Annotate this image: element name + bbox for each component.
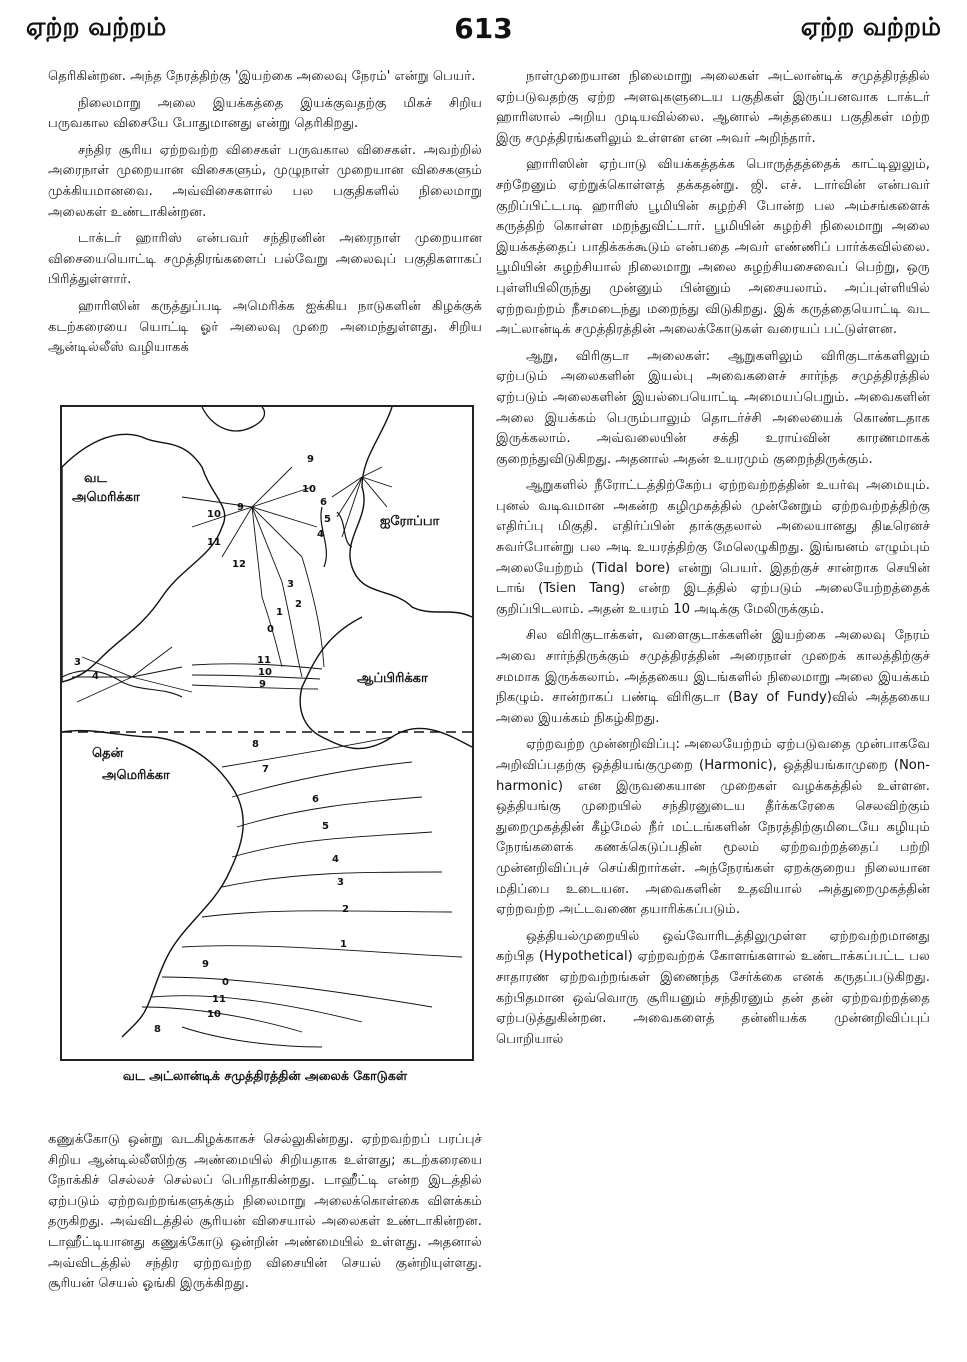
running-head-right: ஏற்ற வற்றம் <box>800 12 941 41</box>
page-header <box>0 12 967 52</box>
label-north-america-2: அமெரிக்கா <box>72 490 140 505</box>
cotidal-number: 6 <box>312 794 319 805</box>
label-africa: ஆப்பிரிக்கா <box>357 671 428 686</box>
cotidal-number: 3 <box>74 657 81 668</box>
cotidal-number: 10 <box>302 484 316 495</box>
cotidal-number: 7 <box>262 764 269 775</box>
label-north-america-1: வட <box>84 471 107 486</box>
atlantic-cotidal-map <box>60 405 474 1061</box>
paragraph: ஹாரிஸின் ஏற்பாடு வியக்கத்தக்க பொருத்தத்தைக் காட்டிலுலும், சற்றேனும் ஏற்றுக்கொள்ளத் தக்கதன்று. ஜி. எச். டார்வின் என்பவர் குறிப்பிட்டபடி ஹாரிஸ் பூமியின் சுழற்சி போன்ற பல அம்சங்களைக் கருத்திற் கொள்ள மறந்துவிட்டார். பூமியின் சுழற்சி நிலைமாறு அலை இயக்கத்தைப் பாதிக்கக்கூடும் என்பதை அவர் எண்ணிப் பார்க்கவில்லை. பூமியின் சுழற்சியால் நிலைமாறு அலை சுழற்சியசைவைப் பெற்று, ஒரு புள்ளியிலிருந்து முன்னும் பின்னும் அசையலாம். அப்புள்ளியில் ஏற்றவற்றம் நீசமடைந்து மறைந்து விடுகிறது. இக் கருத்தையொட்டி வட அட்லான்டிக் சமுத்திரத்தின் அலைக்கோடுகள் வரையப் பட்டுள்ளன. <box>496 157 930 338</box>
label-south-america-1: தென் <box>92 746 124 761</box>
left-column-bottom <box>48 1130 482 1301</box>
right-column <box>496 67 930 1056</box>
cotidal-number: 4 <box>317 529 324 540</box>
cotidal-number: 11 <box>212 994 226 1005</box>
cotidal-number: 5 <box>322 821 329 832</box>
running-head-left: ஏற்ற வற்றம் <box>26 12 167 41</box>
cotidal-number: 11 <box>207 537 221 548</box>
paragraph: கணுக்கோடு ஒன்று வடகிழக்காகச் செல்லுகின்றது. ஏற்றவற்றப் பரப்புச் சிறிய ஆன்டில்லீஸிற்கு அண்மையில் சிறியதாக உள்ளது; கடற்கரையை நோக்கிச் செல்லச் செல்லப் பெரிதாகின்றது. டாஹீட்டி என்ற இடத்தில் ஏற்படும் ஏற்றவற்றங்களுக்கும் நிலைமாறு அலைக்கொள்கை விளக்கம் தருகிறது. அவ்விடத்தில் சூரியன் விசையால் அலைகள் உண்டாகின்றன. டாஹீட்டியானது கணுக்கோடு ஒன்றின் அண்மையில் உள்ளது. அதனால் அவ்விடத்தில் சந்திர ஏற்றவற்ற விசையின் செயல் குன்றியுள்ளது. சூரியன் செயல் ஓங்கி இருக்கிறது. <box>48 1132 482 1292</box>
cotidal-number: 9 <box>259 679 266 690</box>
cotidal-number: 10 <box>258 667 272 678</box>
label-europe: ஐரோப்பா <box>380 514 440 529</box>
cotidal-number: 9 <box>202 959 209 970</box>
map-caption: வட அட்லான்டிக் சமுத்திரத்தின் அலைக் கோடுகள் <box>122 1068 408 1083</box>
cotidal-number: 0 <box>267 624 274 635</box>
cotidal-number: 9 <box>237 502 244 513</box>
cotidal-number: 8 <box>252 739 259 750</box>
cotidal-number: 11 <box>257 655 271 666</box>
paragraph: ஆறுகளில் நீரோட்டத்திற்கேற்ப ஏற்றவற்றத்தின் உயர்வு அமையும். புனல் வடிவமான அகன்ற கழிமுகத்தில் முன்னேறும் ஏற்றவற்றத்திற்கு எதிர்ப்பு மிகுதி. எதிர்ப்பின் தாக்குதலால் அலையானது திடீரெனச் சுவர்போன்று பல அடி உயரத்திற்கு மேலெழுகிறது. இங்ஙனம் எழும்பும் அலையேற்றம் (Tidal bore) என்று பெயர். இதற்குச் சான்றாக செயின் டாங் (Tsien Tang) என்ற இடத்தில் ஏற்படும் அலையேற்றத்தைக் குறிப்பிடலாம். அதன் உயரம் 10 அடிக்கு மேலிருக்கும். <box>496 478 930 617</box>
cotidal-number: 3 <box>287 579 294 590</box>
paragraph: ஹாரிஸின் கருத்துப்படி அமெரிக்க ஐக்கிய நாடுகளின் கிழக்குக் கடற்கரையை யொட்டி ஓர் அலைவு முறை அமைந்துள்ளது. சிறிய ஆன்டில்லீஸ் வழியாகக் <box>48 298 482 356</box>
cotidal-number: 3 <box>337 877 344 888</box>
cotidal-number: 5 <box>324 514 331 525</box>
left-column-top <box>48 67 482 365</box>
label-south-america-2: அமெரிக்கா <box>102 768 170 783</box>
cotidal-number: 2 <box>342 904 349 915</box>
paragraph: ஆறு, விரிகுடா அலைகள்: ஆறுகளிலும் விரிகுடாக்களிலும் ஏற்படும் அலைகளின் இயல்பு அவைகளைச் சார்ந்த சமுத்திரத்தில் ஏற்படும் அலைகளின் இயல்பையொட்டி அமையப்பெறும். அவைகளின் அலை இயக்கம் பெரும்பாலும் தொடர்ச்சி அலையைக் கொண்டதாக இருக்கலாம். அவ்வலையின் சக்தி உராய்வின் காரணமாகக் குறைந்துவிடுகிறது. அதனால் அதன் உயரமும் குறைந்திருக்கும். <box>496 348 930 467</box>
paragraph: சில விரிகுடாக்கள், வளைகுடாக்களின் இயற்கை அலைவு நேரம் அவை சார்ந்திருக்கும் சமுத்திரத்தின் அரைநாள் முறைக் காலத்திற்குச் சமமாக இருக்கலாம். அத்தகைய இடங்களில் நிலைமாறு அலை இயக்கம் நிகழும். சான்றாகப் பண்டி விரிகுடா (Bay of Fundy)வில் அத்தகைய அலை இயக்கம் நிகழ்கிறது. <box>496 628 930 726</box>
paragraph: டாக்டர் ஹாரிஸ் என்பவர் சந்திரனின் அரைநாள் முறையான விசையையொட்டி சமுத்திரங்களைப் பல்வேறு அலைவுப் பகுதிகளாகப் பிரித்துள்ளார். <box>48 231 482 288</box>
cotidal-number: 6 <box>320 497 327 508</box>
paragraph: நிலைமாறு அலை இயக்கத்தை இயக்குவதற்கு மிகச் சிறிய பருவகால விசையே போதுமானது என்று தெரிகிறது. <box>48 95 482 132</box>
cotidal-number: 12 <box>232 559 246 570</box>
paragraph: ஏற்றவற்ற முன்னறிவிப்பு: அலையேற்றம் ஏற்படுவதை முன்பாகவே அறிவிப்பதற்கு ஒத்தியங்குமுறை (Harmonic), ஒத்தியங்காமுறை (Non-harmonic) என இருவகையான முறைகள் வழக்கத்தில் உள்ளன. ஒத்தியங்கு முறையில் சந்திரனுடைய தீர்க்கரேகை செலவிற்கும் துறைமுகத்தின் கீழ்மேல் நீர் மட்டங்களின் நேரத்திற்குமிடையே கழியும் நேரங்களைக் கணக்கெடுப்பதின் மூலம் ஏற்றவற்றத்தைப் பற்றி முன்னறிவிப்புச் செய்கிறார்கள். அந்நேரங்கள் ஏறக்குறைய நிலையான மதிப்பை உடையன. அவைகளின் உதவியால் அத்துறைமுகத்தின் ஏற்றவற்ற அட்டவணை தயாரிக்கப்படும். <box>496 737 930 918</box>
paragraph: தெரிகின்றன. அந்த நேரத்திற்கு 'இயற்கை அலைவு நேரம்' என்று பெயர். <box>48 69 476 84</box>
cotidal-number: 4 <box>332 854 339 865</box>
paragraph: ஒத்தியல்முறையில் ஒவ்வோரிடத்திலுமுள்ள ஏற்றவற்றமானது கற்பித (Hypothetical) ஏற்றவற்றக் கோளங்களால் உண்டாக்கப்பட்ட பல சாதாரண ஏற்றவற்றங்கள் இணைந்த சேர்க்கை எனக் கருதப்படுகிறது. கற்பிதமான ஒவ்வொரு சூரியனும் சந்திரனும் தன் தன் ஏற்றவற்றத்தை ஏற்படுத்துகின்றன. அவைகளைத் தன்னியக்க முன்னறிவிப்புப் பொறியால் <box>496 928 930 1047</box>
map-drawing <box>62 407 472 1059</box>
cotidal-number: 10 <box>207 509 221 520</box>
cotidal-number: 1 <box>340 939 347 950</box>
cotidal-number: 10 <box>207 1009 221 1020</box>
cotidal-number: 8 <box>154 1024 161 1035</box>
cotidal-number: 9 <box>307 454 314 465</box>
cotidal-number: 4 <box>92 671 99 682</box>
page-number: 613 <box>454 12 513 45</box>
paragraph: சந்திர சூரிய ஏற்றவற்ற விசைகள் பருவகால விசைகள். அவற்றில் அரைநாள் முறையான விசைகளும், முழுநாள் முறையான விசைகளும் முக்கியமானவை. அவ்விசைகளால் பல பகுதிகளில் நிலைமாறு அலைகள் உண்டாகின்றன. <box>48 142 482 220</box>
cotidal-number: 2 <box>295 599 302 610</box>
cotidal-number: 0 <box>222 977 229 988</box>
cotidal-number: 1 <box>276 607 283 618</box>
paragraph: நாள்முறையான நிலைமாறு அலைகள் அட்லான்டிக் சமுத்திரத்தில் ஏற்படுவதற்கு ஏற்ற அளவுகளுடைய பகுதிகள் இருப்பனவாக டாக்டர் ஹாரிஸால் அறிய முடியவில்லை. ஆனால் அத்தகைய பகுதிகள் மற்ற இரு சமுத்திரங்களிலும் உள்ளன என அவர் அறிந்தார். <box>496 69 930 146</box>
